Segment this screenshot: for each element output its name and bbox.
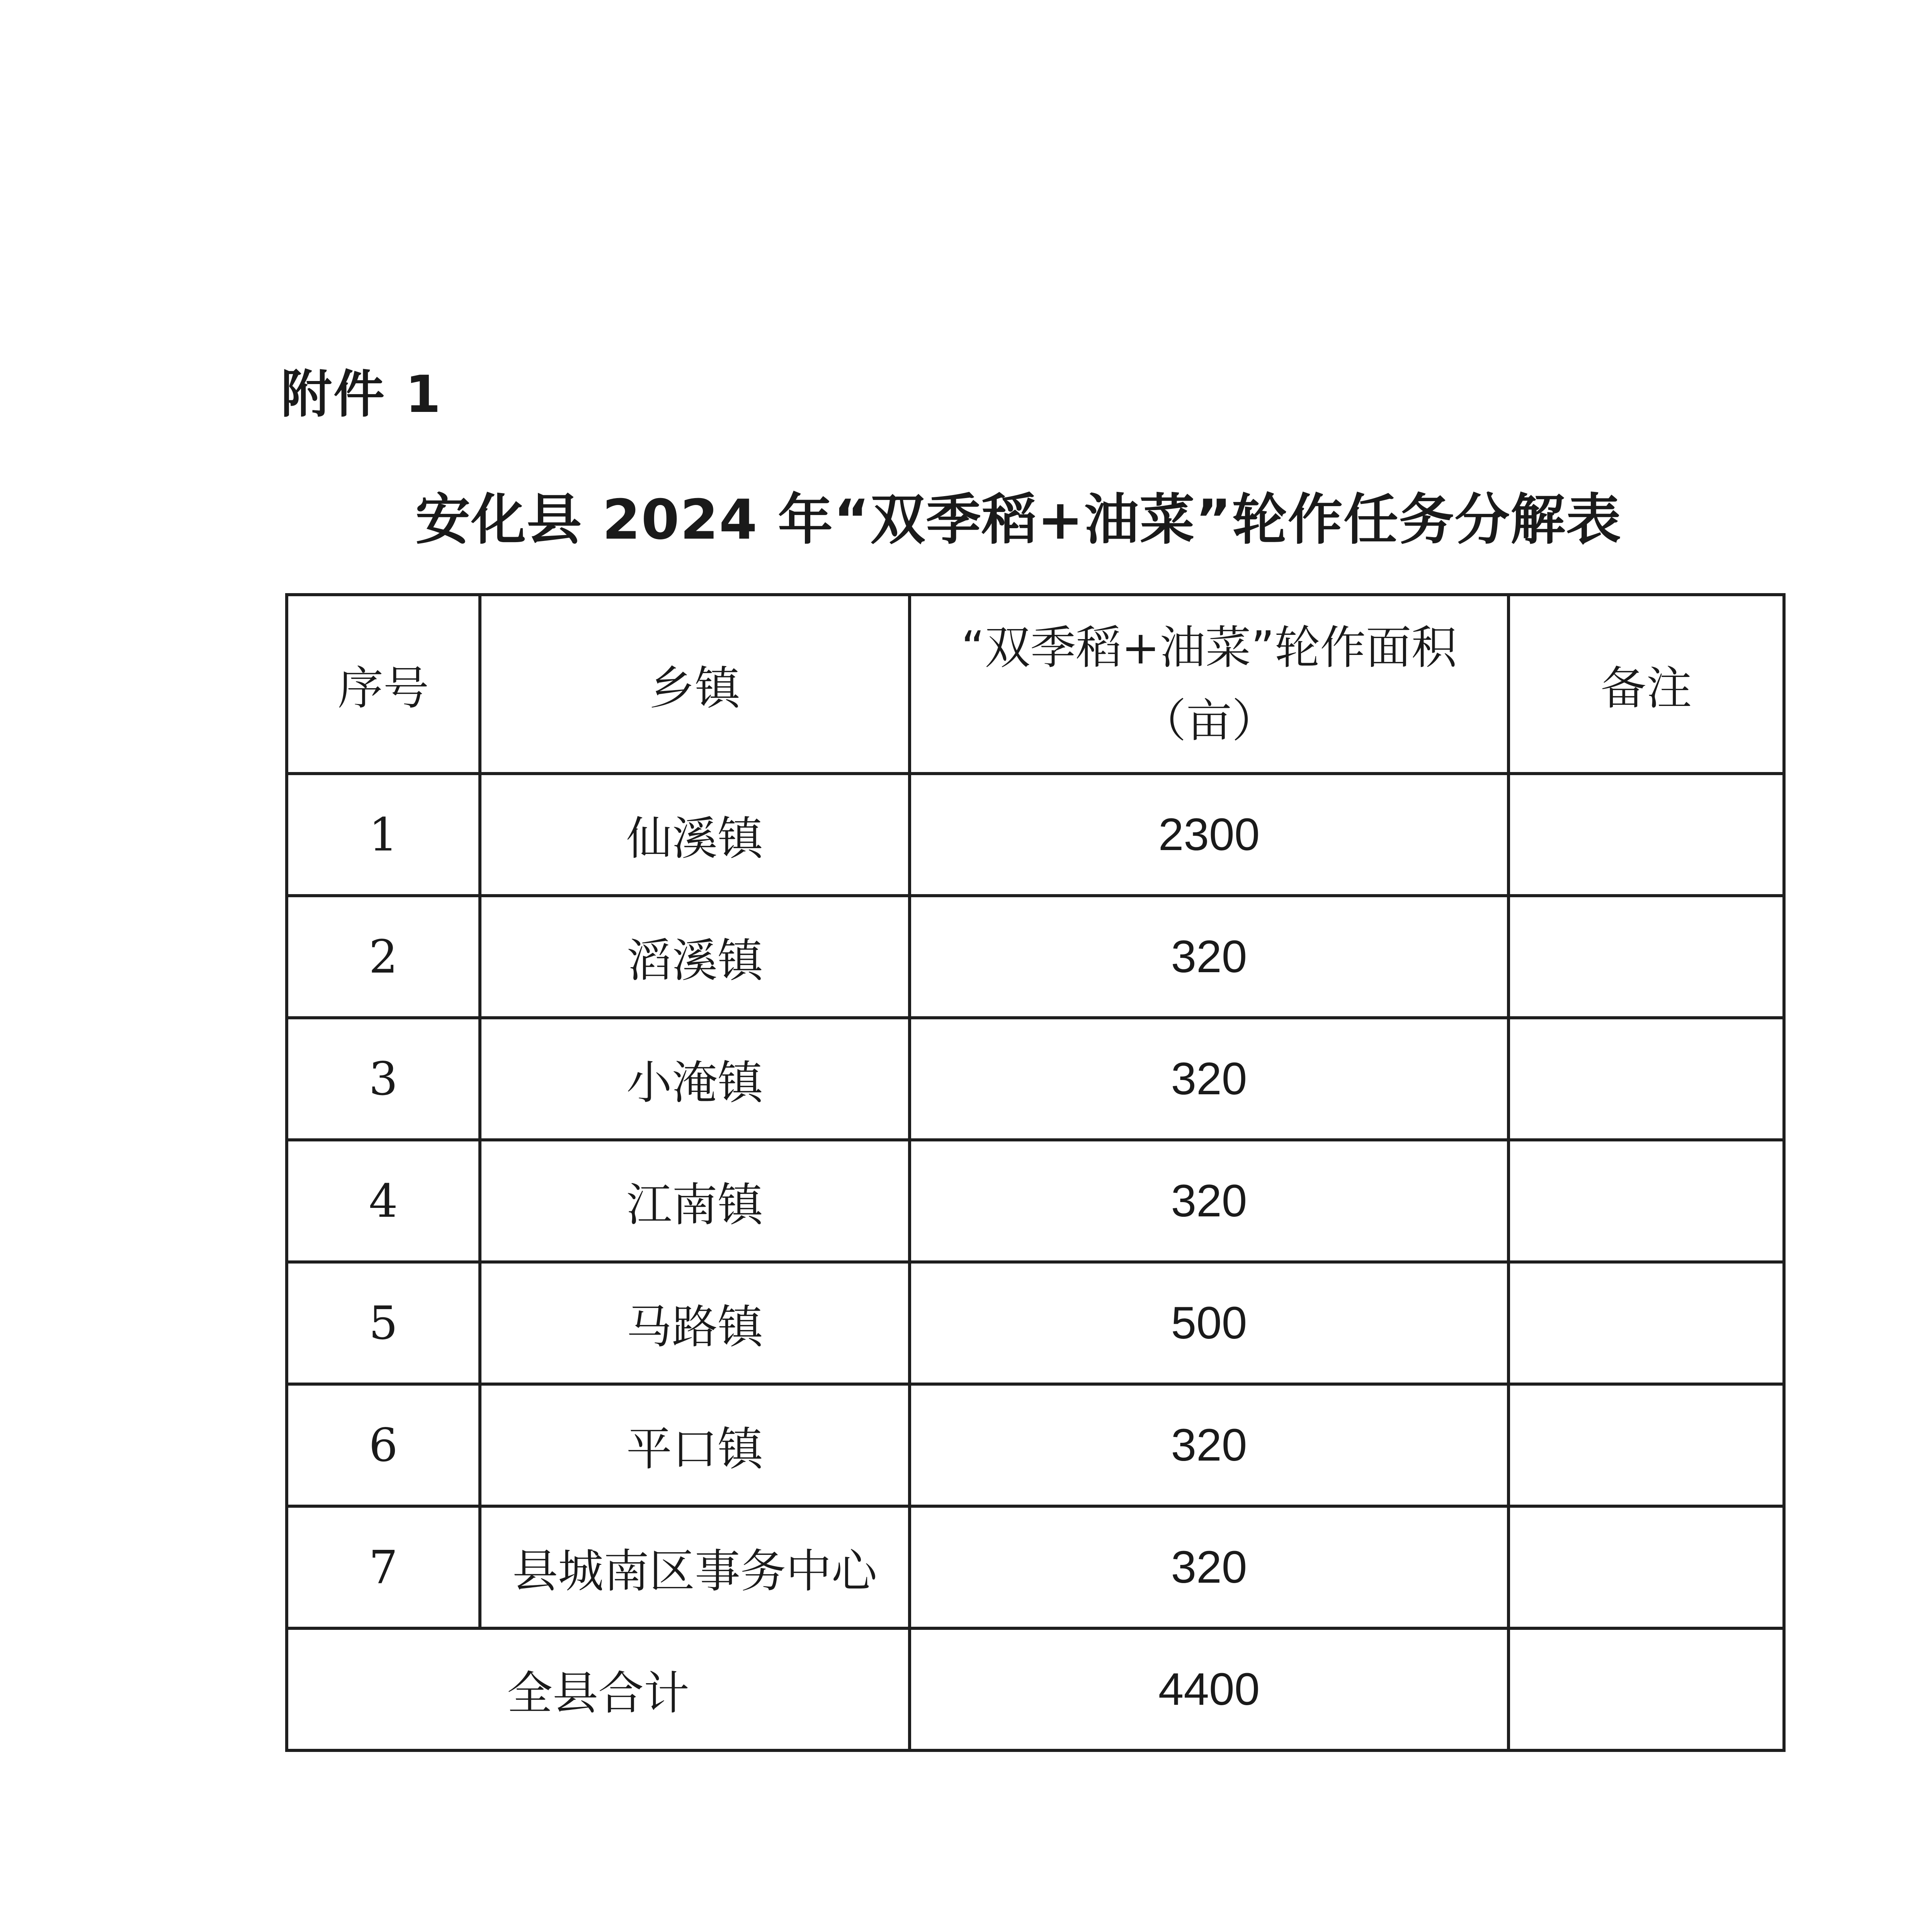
row-town: 平口镇 — [480, 1384, 910, 1506]
header-area-unit: （亩） — [1140, 694, 1277, 747]
total-remarks — [1509, 1628, 1784, 1750]
header-area — [910, 595, 1509, 774]
row-town: 仙溪镇 — [480, 774, 910, 896]
row-remarks — [1509, 774, 1784, 896]
row-town: 江南镇 — [480, 1140, 910, 1262]
row-remarks — [1509, 1140, 1784, 1262]
table-row — [287, 1384, 1784, 1506]
row-remarks — [1509, 1018, 1784, 1140]
row-area: 320 — [910, 1018, 1509, 1140]
header-area-line1: “双季稻+油菜”轮作面积 — [961, 621, 1457, 674]
table-row — [287, 1506, 1784, 1628]
row-town: 滔溪镇 — [480, 896, 910, 1018]
table-header-row — [287, 595, 1784, 774]
total-label: 全县合计 — [287, 1628, 910, 1750]
row-seq: 6 — [287, 1384, 480, 1506]
attachment-label: 附件 1 — [281, 365, 442, 424]
row-area: 320 — [910, 1506, 1509, 1628]
row-remarks — [1509, 1384, 1784, 1506]
row-area: 2300 — [910, 774, 1509, 896]
table-row — [287, 1018, 1784, 1140]
row-remarks — [1509, 1262, 1784, 1384]
header-town: 乡镇 — [480, 595, 910, 774]
row-area: 320 — [910, 1384, 1509, 1506]
row-area: 500 — [910, 1262, 1509, 1384]
row-area: 320 — [910, 1140, 1509, 1262]
task-table — [285, 593, 1786, 1752]
table-row — [287, 896, 1784, 1018]
table-row — [287, 1140, 1784, 1262]
row-seq: 3 — [287, 1018, 480, 1140]
header-remarks: 备注 — [1509, 595, 1784, 774]
row-town: 县城南区事务中心 — [480, 1506, 910, 1628]
row-area: 320 — [910, 896, 1509, 1018]
row-seq: 4 — [287, 1140, 480, 1262]
row-town: 小淹镇 — [480, 1018, 910, 1140]
row-seq: 7 — [287, 1506, 480, 1628]
total-area: 4400 — [910, 1628, 1509, 1750]
row-remarks — [1509, 896, 1784, 1018]
row-seq: 1 — [287, 774, 480, 896]
table-total-row — [287, 1628, 1784, 1750]
row-seq: 2 — [287, 896, 480, 1018]
table-row — [287, 774, 1784, 896]
table-row — [287, 1262, 1784, 1384]
document-title: 安化县 2024 年“双季稻+油菜”轮作任务分解表 — [415, 488, 1622, 552]
row-town: 马路镇 — [480, 1262, 910, 1384]
header-seq: 序号 — [287, 595, 480, 774]
row-seq: 5 — [287, 1262, 480, 1384]
row-remarks — [1509, 1506, 1784, 1628]
